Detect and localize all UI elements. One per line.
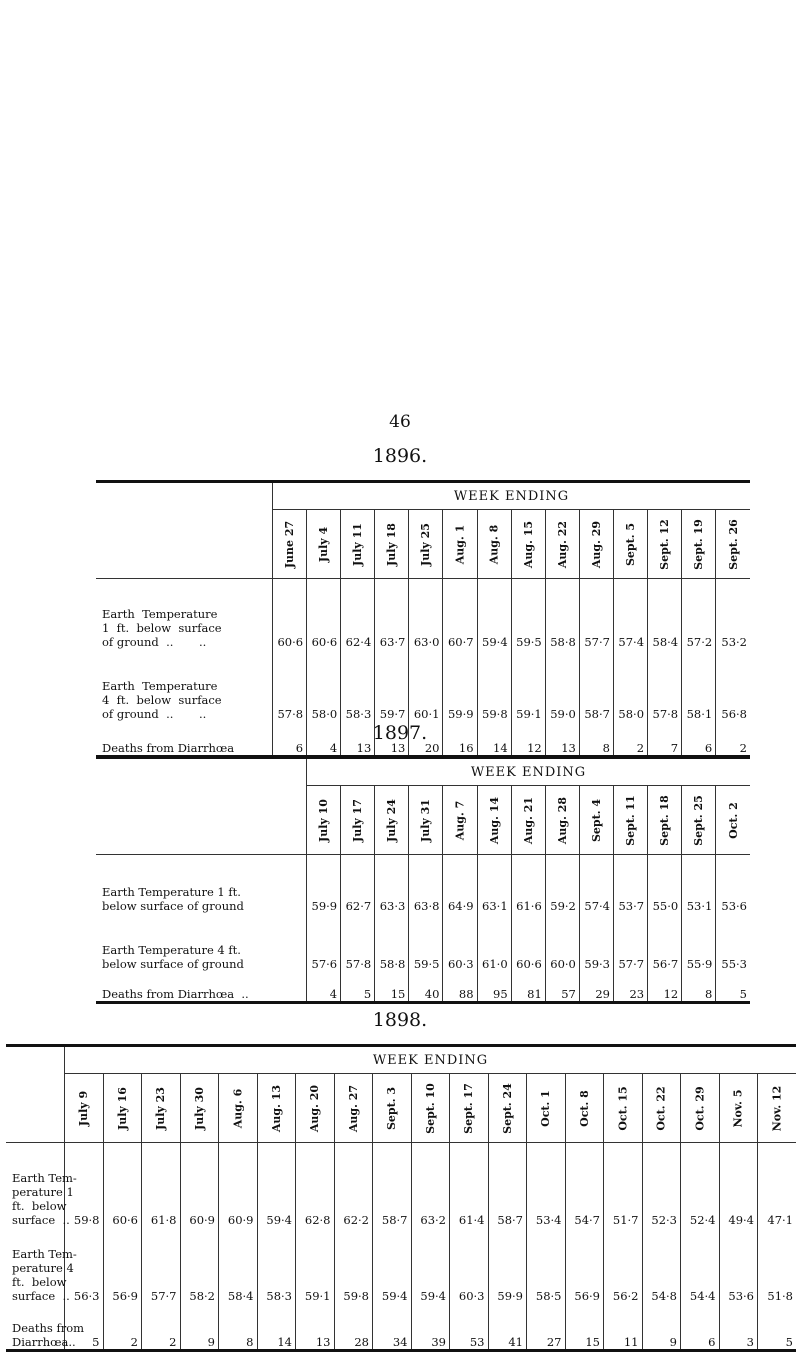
cell-value: 20 [409, 721, 443, 757]
date-label: July 23 [154, 1086, 168, 1130]
date-label: Aug. 15 [521, 520, 535, 568]
date-header [219, 1074, 258, 1143]
cell-value: 57·8 [277, 707, 304, 721]
date-header [642, 1074, 681, 1143]
date-label: Nov. 12 [770, 1085, 784, 1131]
cell-value: 62·8 [296, 1143, 335, 1228]
date-label: Oct. 8 [577, 1089, 591, 1127]
date-label: Sept. 18 [658, 794, 672, 846]
row-label-line: Deaths from Diarrhœa [102, 741, 235, 755]
row-label-line: Earth Temperature 4 ft. [102, 943, 241, 957]
cell-value: 13 [341, 721, 375, 757]
year-heading-1897: 1897. [372, 722, 428, 744]
cell-value: 59·9 [443, 649, 477, 721]
cell-value: 62·4 [341, 579, 375, 650]
row-label-line: ft. below [12, 1199, 67, 1213]
cell-value: 60·6 [277, 635, 304, 649]
cell-value: 60·3 [443, 913, 477, 971]
cell-value: 4 [329, 987, 338, 1001]
cell-value: 63·1 [477, 855, 511, 914]
cell-value: 60·6 [511, 913, 545, 971]
year-heading-1898: 1898. [372, 1009, 428, 1031]
cell-value: 3 [719, 1303, 758, 1351]
cell-value: 27 [527, 1303, 566, 1351]
date-header [375, 510, 409, 579]
date-header [103, 1074, 142, 1143]
cell-value: 5 [341, 971, 375, 1003]
cell-value: 58·2 [180, 1227, 219, 1303]
cell-value: 39 [411, 1303, 450, 1351]
cell-value: 61·4 [450, 1143, 489, 1228]
week-ending-header: WEEK ENDING [307, 758, 751, 786]
date-header [758, 1074, 797, 1143]
row-label [96, 649, 273, 721]
date-label: July 9 [77, 1090, 91, 1126]
cell-value: 57·6 [311, 957, 338, 971]
cell-value: 59·9 [488, 1227, 527, 1303]
cell-value: 58·4 [648, 579, 682, 650]
cell-value: 88 [443, 971, 477, 1003]
date-label: Oct. 15 [616, 1085, 630, 1131]
row-label-line: Earth Temperature 1 ft. [102, 885, 241, 899]
cell-value: 23 [613, 971, 647, 1003]
cell-value: 60·9 [180, 1143, 219, 1228]
row-label-line: Earth Temperature [102, 679, 218, 693]
date-label: July 30 [192, 1086, 206, 1130]
cell-value: 59·9 [311, 899, 338, 913]
row-label [96, 855, 307, 914]
cell-value: 63·3 [375, 855, 409, 914]
cell-value: 56·9 [103, 1227, 142, 1303]
cell-value: 58·7 [488, 1143, 527, 1228]
cell-value: 62·2 [334, 1143, 373, 1228]
cell-value: 5 [92, 1335, 100, 1349]
cell-value: 2 [613, 721, 647, 757]
date-label: Sept. 12 [658, 518, 672, 570]
cell-value: 58·3 [341, 649, 375, 721]
table-1898 [6, 1044, 796, 1352]
cell-value: 52·4 [681, 1143, 720, 1228]
cell-value: 5 [716, 971, 750, 1003]
date-label: July 24 [385, 798, 399, 842]
cell-value: 8 [682, 971, 716, 1003]
row-label-line: of ground .. .. [102, 707, 207, 721]
cell-value: 56·2 [604, 1227, 643, 1303]
cell-value: 11 [604, 1303, 643, 1351]
row-label-line: of ground .. .. [102, 635, 207, 649]
date-label: Sept. 24 [500, 1082, 514, 1134]
date-header [511, 786, 545, 855]
date-header [579, 510, 613, 579]
cell-value: 53·6 [719, 1227, 758, 1303]
table-1896 [96, 480, 750, 758]
cell-value: 59·8 [73, 1213, 100, 1227]
cell-value: 55·9 [682, 913, 716, 971]
cell-value: 6 [681, 1303, 720, 1351]
date-header [648, 786, 682, 855]
cell-value: 59·5 [409, 913, 443, 971]
table-row [96, 579, 750, 650]
cell-value: 7 [648, 721, 682, 757]
cell-value: 2 [103, 1303, 142, 1351]
date-header [334, 1074, 373, 1143]
cell-value: 34 [373, 1303, 412, 1351]
cell-value: 59·0 [545, 649, 579, 721]
cell-value: 58·0 [613, 649, 647, 721]
date-label: Sept. 4 [589, 798, 603, 842]
cell-value: 5 [758, 1303, 797, 1351]
cell-value: 95 [477, 971, 511, 1003]
date-header [341, 510, 375, 579]
cell-value: 58·8 [545, 579, 579, 650]
cell-value: 63·8 [409, 855, 443, 914]
date-header [681, 1074, 720, 1143]
date-header [273, 510, 307, 579]
row-label [6, 1227, 77, 1303]
cell-value: 55·0 [648, 855, 682, 914]
stub-header [6, 1046, 65, 1143]
cell-value: 57 [545, 971, 579, 1003]
date-label: Sept. 26 [726, 518, 740, 570]
row-label-line: Earth Tem- [12, 1247, 77, 1261]
date-header [719, 1074, 758, 1143]
cell-value: 2 [142, 1303, 181, 1351]
date-label: July 18 [385, 522, 399, 566]
date-label: Aug. 8 [487, 524, 501, 564]
row-label [96, 971, 307, 1003]
cell-value: 58·3 [257, 1227, 296, 1303]
date-header [716, 786, 750, 855]
week-ending-header: WEEK ENDING [65, 1046, 797, 1074]
date-label: Sept. 10 [423, 1082, 437, 1134]
date-label: Oct. 29 [693, 1085, 707, 1131]
date-header [527, 1074, 566, 1143]
cell-value: 60·1 [409, 649, 443, 721]
cell-value: 29 [579, 971, 613, 1003]
row-label-line: surface .. [12, 1289, 70, 1303]
cell-value: 60·9 [219, 1143, 258, 1228]
date-label: Aug. 21 [521, 796, 535, 844]
date-label: Oct. 1 [539, 1089, 553, 1127]
date-header [257, 1074, 296, 1143]
date-header [375, 786, 409, 855]
cell-value: 59·2 [545, 855, 579, 914]
row-label-line: Earth Temperature [102, 607, 218, 621]
cell-value: 60·3 [450, 1227, 489, 1303]
cell-value: 53·6 [716, 855, 750, 914]
cell-value: 59·4 [257, 1143, 296, 1228]
row-label-line: 4 ft. below surface [102, 693, 222, 707]
cell-value: 58·7 [373, 1143, 412, 1228]
row-label-line: Deaths from Diarrhœa .. [102, 987, 249, 1001]
date-label: July 16 [115, 1086, 129, 1130]
date-label: Nov. 5 [731, 1089, 745, 1127]
date-header [545, 786, 579, 855]
row-label [96, 913, 307, 971]
cell-value: 15 [375, 971, 409, 1003]
date-header [477, 786, 511, 855]
date-label: July 10 [317, 798, 331, 842]
cell-value: 52·3 [642, 1143, 681, 1228]
page-number: 46 [389, 412, 411, 432]
cell-value: 8 [579, 721, 613, 757]
cell-value: 57·8 [648, 649, 682, 721]
cell-value: 57·7 [613, 913, 647, 971]
cell-value: 59·4 [373, 1227, 412, 1303]
date-label: Sept. 11 [624, 794, 638, 846]
cell-value: 59·1 [511, 649, 545, 721]
cell-value: 41 [488, 1303, 527, 1351]
date-label: Sept. 25 [692, 794, 706, 846]
cell-value: 57·4 [579, 855, 613, 914]
date-label: Aug. 6 [231, 1088, 245, 1128]
date-label: Aug. 28 [555, 796, 569, 844]
cell-value: 59·8 [477, 649, 511, 721]
cell-value: 59·1 [296, 1227, 335, 1303]
cell-value: 55·3 [716, 913, 750, 971]
date-header [488, 1074, 527, 1143]
date-header [65, 1074, 104, 1143]
table-row [96, 913, 750, 971]
date-header [682, 786, 716, 855]
row-label-line: ft. below [12, 1275, 67, 1289]
cell-value: 14 [477, 721, 511, 757]
cell-value: 6 [682, 721, 716, 757]
cell-value: 64·9 [443, 855, 477, 914]
cell-value: 81 [511, 971, 545, 1003]
date-header [307, 786, 341, 855]
date-header [373, 1074, 412, 1143]
date-label: Aug. 13 [269, 1084, 283, 1132]
date-label: Aug. 27 [346, 1084, 360, 1132]
cell-value: 53·1 [682, 855, 716, 914]
date-header [307, 510, 341, 579]
date-label: Sept. 5 [623, 522, 637, 566]
cell-value: 53·4 [527, 1143, 566, 1228]
cell-value: 54·8 [642, 1227, 681, 1303]
date-header [443, 786, 477, 855]
cell-value: 53·2 [716, 579, 750, 650]
cell-value: 56·9 [565, 1227, 604, 1303]
date-label: Aug. 14 [487, 796, 501, 844]
date-label: Aug. 1 [453, 524, 467, 564]
cell-value: 12 [511, 721, 545, 757]
date-header [579, 786, 613, 855]
cell-value: 40 [409, 971, 443, 1003]
cell-value: 4 [307, 721, 341, 757]
date-label: Sept. 19 [692, 518, 706, 570]
cell-value: 60·7 [443, 579, 477, 650]
cell-value: 56·8 [716, 649, 750, 721]
table-row [6, 1227, 796, 1303]
row-label-line: perature 4 [12, 1261, 74, 1275]
cell-value: 12 [648, 971, 682, 1003]
cell-value: 58·8 [375, 913, 409, 971]
week-ending-header: WEEK ENDING [273, 482, 751, 510]
cell-value: 58·1 [682, 649, 716, 721]
date-header [613, 510, 647, 579]
date-header [411, 1074, 450, 1143]
cell-value: 62·7 [341, 855, 375, 914]
cell-value: 60·0 [545, 913, 579, 971]
date-label: Oct. 2 [726, 801, 740, 839]
cell-value: 56·3 [73, 1289, 100, 1303]
cell-value: 9 [180, 1303, 219, 1351]
cell-value: 59·5 [511, 579, 545, 650]
table-row [96, 649, 750, 721]
table-row [6, 1303, 796, 1351]
cell-value: 56·7 [648, 913, 682, 971]
date-label: July 17 [351, 798, 365, 842]
row-label-line: below surface of ground [102, 899, 244, 913]
cell-value: 61·8 [142, 1143, 181, 1228]
date-header [604, 1074, 643, 1143]
row-label-line: below surface of ground [102, 957, 244, 971]
table-row [96, 855, 750, 914]
date-label: Aug. 20 [308, 1084, 322, 1132]
date-header [450, 1074, 489, 1143]
date-label: July 4 [317, 526, 331, 562]
cell-value: 28 [334, 1303, 373, 1351]
cell-value: 57·7 [142, 1227, 181, 1303]
cell-value: 61·6 [511, 855, 545, 914]
date-header [142, 1074, 181, 1143]
cell-value: 58·4 [219, 1227, 258, 1303]
cell-value: 53 [450, 1303, 489, 1351]
date-header [565, 1074, 604, 1143]
table-1897 [96, 756, 750, 1004]
row-label [6, 1143, 77, 1228]
date-label: July 25 [419, 522, 433, 566]
date-label: July 11 [351, 522, 365, 566]
date-header [409, 786, 443, 855]
cell-value: 49·4 [719, 1143, 758, 1228]
cell-value: 9 [642, 1303, 681, 1351]
cell-value: 57·4 [613, 579, 647, 650]
cell-value: 59·3 [579, 913, 613, 971]
row-label-line: Diarrhœa.. [12, 1335, 76, 1349]
cell-value: 60·6 [307, 579, 341, 650]
date-header [545, 510, 579, 579]
stub-header [96, 758, 307, 855]
cell-value: 13 [296, 1303, 335, 1351]
cell-value: 59·8 [334, 1227, 373, 1303]
cell-value: 15 [565, 1303, 604, 1351]
date-header [716, 510, 750, 579]
date-header [613, 786, 647, 855]
cell-value: 6 [295, 741, 304, 755]
date-header [296, 1074, 335, 1143]
row-label-line: Earth Tem- [12, 1171, 77, 1185]
date-label: July 31 [419, 798, 433, 842]
date-label: Sept. 3 [385, 1086, 399, 1130]
date-header [443, 510, 477, 579]
cell-value: 59·7 [375, 649, 409, 721]
cell-value: 63·7 [375, 579, 409, 650]
date-label: Aug. 22 [555, 520, 569, 568]
date-header [511, 510, 545, 579]
cell-value: 8 [219, 1303, 258, 1351]
cell-value: 51·7 [604, 1143, 643, 1228]
cell-value: 14 [257, 1303, 296, 1351]
cell-value: 2 [716, 721, 750, 757]
row-label [6, 1303, 85, 1351]
date-header [180, 1074, 219, 1143]
cell-value: 59·4 [411, 1227, 450, 1303]
cell-value: 60·6 [103, 1143, 142, 1228]
date-header [409, 510, 443, 579]
cell-value: 58·0 [307, 649, 341, 721]
cell-value: 57·8 [341, 913, 375, 971]
cell-value: 51·8 [758, 1227, 797, 1303]
date-label: Sept. 17 [462, 1082, 476, 1134]
cell-value: 58·5 [527, 1227, 566, 1303]
cell-value: 16 [443, 721, 477, 757]
cell-value: 61·0 [477, 913, 511, 971]
row-label-line: perature 1 [12, 1185, 74, 1199]
cell-value: 47·1 [758, 1143, 797, 1228]
cell-value: 63·0 [409, 579, 443, 650]
cell-value: 57·7 [579, 579, 613, 650]
year-heading-1896: 1896. [372, 445, 428, 467]
cell-value: 54·7 [565, 1143, 604, 1228]
date-label: June 27 [283, 520, 297, 568]
row-label-line: surface .. [12, 1213, 70, 1227]
row-label-line: 1 ft. below surface [102, 621, 222, 635]
cell-value: 53·7 [613, 855, 647, 914]
row-label [96, 579, 273, 650]
cell-value: 57·2 [682, 579, 716, 650]
cell-value: 59·4 [477, 579, 511, 650]
date-label: Aug. 7 [453, 800, 467, 840]
date-label: Oct. 22 [654, 1085, 668, 1131]
cell-value: 63·2 [411, 1143, 450, 1228]
stub-header [96, 482, 273, 579]
date-header [682, 510, 716, 579]
cell-value: 58·7 [579, 649, 613, 721]
cell-value: 13 [375, 721, 409, 757]
table-row [6, 1143, 796, 1228]
date-label: Aug. 29 [589, 520, 603, 568]
row-label-line: Deaths from [12, 1321, 85, 1335]
table-row [96, 971, 750, 1003]
cell-value: 13 [545, 721, 579, 757]
date-header [341, 786, 375, 855]
cell-value: 54·4 [681, 1227, 720, 1303]
date-header [648, 510, 682, 579]
date-header [477, 510, 511, 579]
